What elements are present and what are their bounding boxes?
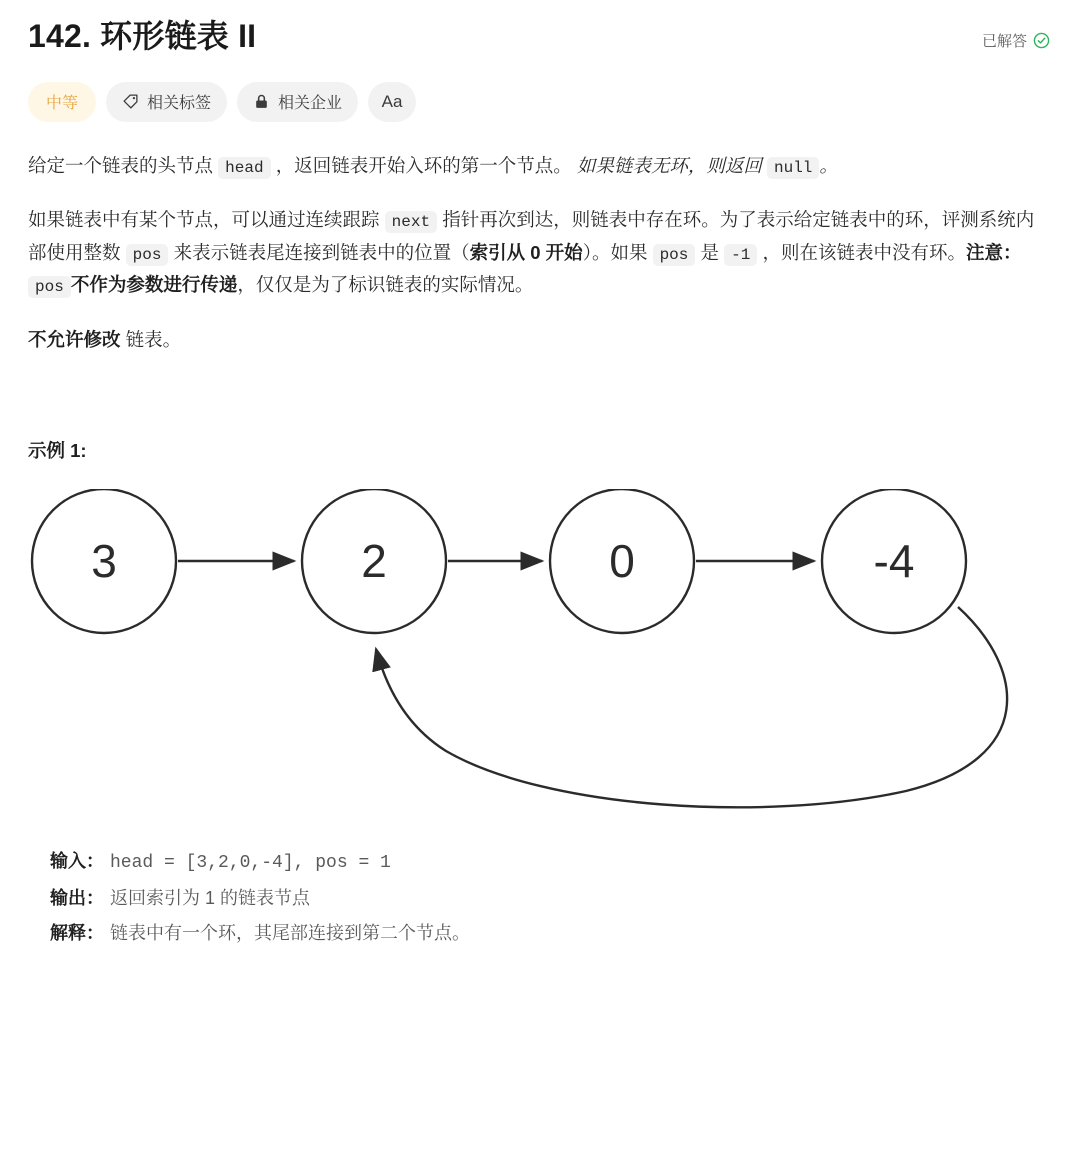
status-badge <box>982 16 1050 51</box>
p2-text-7: ，仅仅是为了标识链表的实际情况。 <box>237 274 534 296</box>
related-companies-label: 相关企业 <box>278 95 343 113</box>
tag-row <box>28 82 1050 122</box>
code-null: null <box>767 157 819 179</box>
code-head: head <box>218 157 270 179</box>
p2-text-3: 来表示链表尾连接到链表中的位置（ <box>168 241 470 263</box>
related-companies-button[interactable] <box>237 82 358 122</box>
p1-emphasis-2: 。 <box>819 154 838 176</box>
p2-bold-note: 注意： <box>966 241 1022 263</box>
example-line-explanation <box>50 916 1050 951</box>
font-size-icon: Aa <box>381 91 403 111</box>
p2-bold-not-param: 不作为参数进行传递 <box>70 274 238 296</box>
example-output-label: 输出： <box>50 888 104 909</box>
node-label-2: 0 <box>609 535 635 588</box>
check-circle-icon <box>1033 32 1050 49</box>
node-label-0: 3 <box>91 535 117 588</box>
linked-list-cycle-diagram <box>26 489 1050 834</box>
node-label-1: 2 <box>361 535 387 588</box>
difficulty-label: 中等 <box>46 95 79 113</box>
code-minus-one: -1 <box>724 244 757 266</box>
example-explanation-value: 链表中有一个环，其尾部连接到第二个节点。 <box>110 923 470 944</box>
p2-text-4: ）。如果 <box>582 241 653 263</box>
code-pos-1: pos <box>126 244 169 266</box>
p1-emphasis-1: 如果链表无环，则返回 <box>576 154 767 176</box>
p1-text-1: 给定一个链表的头节点 <box>28 154 219 176</box>
font-size-button[interactable] <box>368 82 416 122</box>
p1-text-2: ，返回链表开始入环的第一个节点。 <box>270 154 577 176</box>
lock-icon <box>253 93 270 110</box>
p2-text-2: 指针再次到达，则链表中存在环。为了表示给定链表中的环，评测系统内部使用整数 <box>28 209 1035 263</box>
description-paragraph-3 <box>28 324 1050 356</box>
title-row <box>28 16 1050 58</box>
code-pos-3: pos <box>28 276 71 298</box>
description-paragraph-2 <box>28 204 1050 302</box>
p2-bold-index: 索引从 0 开始 <box>469 241 583 263</box>
code-next: next <box>385 211 437 233</box>
p3-bold: 不允许修改 <box>28 328 121 350</box>
example-input-label: 输入： <box>50 851 104 872</box>
p2-text-6: ，则在该链表中没有环。 <box>757 241 967 263</box>
p2-text-1: 如果链表中有某个节点，可以通过连续跟踪 <box>28 209 385 231</box>
example-line-output <box>50 881 1050 916</box>
edge-cycle-3-1 <box>376 607 1007 807</box>
example-explanation-label: 解释： <box>50 923 104 944</box>
description-paragraph-1 <box>28 150 1050 183</box>
p3-text: 链表。 <box>120 328 182 350</box>
spacer <box>28 377 1050 435</box>
example-block <box>50 844 1050 951</box>
example-output-value: 返回索引为 1 的链表节点 <box>110 888 311 909</box>
difficulty-chip[interactable] <box>28 82 96 122</box>
p2-text-5: 是 <box>695 241 725 263</box>
related-tags-label: 相关标签 <box>147 95 212 113</box>
related-tags-button[interactable] <box>106 82 227 122</box>
problem-description <box>28 150 1050 952</box>
example-title: 示例 1: <box>28 440 87 462</box>
example-line-input <box>50 844 1050 881</box>
page-title: 142. 环形链表 II <box>28 18 257 54</box>
code-pos-2: pos <box>653 244 696 266</box>
node-label-3: -4 <box>873 535 915 588</box>
solved-label: 已解答 <box>981 33 1027 50</box>
tag-icon <box>122 93 139 110</box>
example-input-value: head = [3,2,0,-4], pos = 1 <box>110 853 391 874</box>
